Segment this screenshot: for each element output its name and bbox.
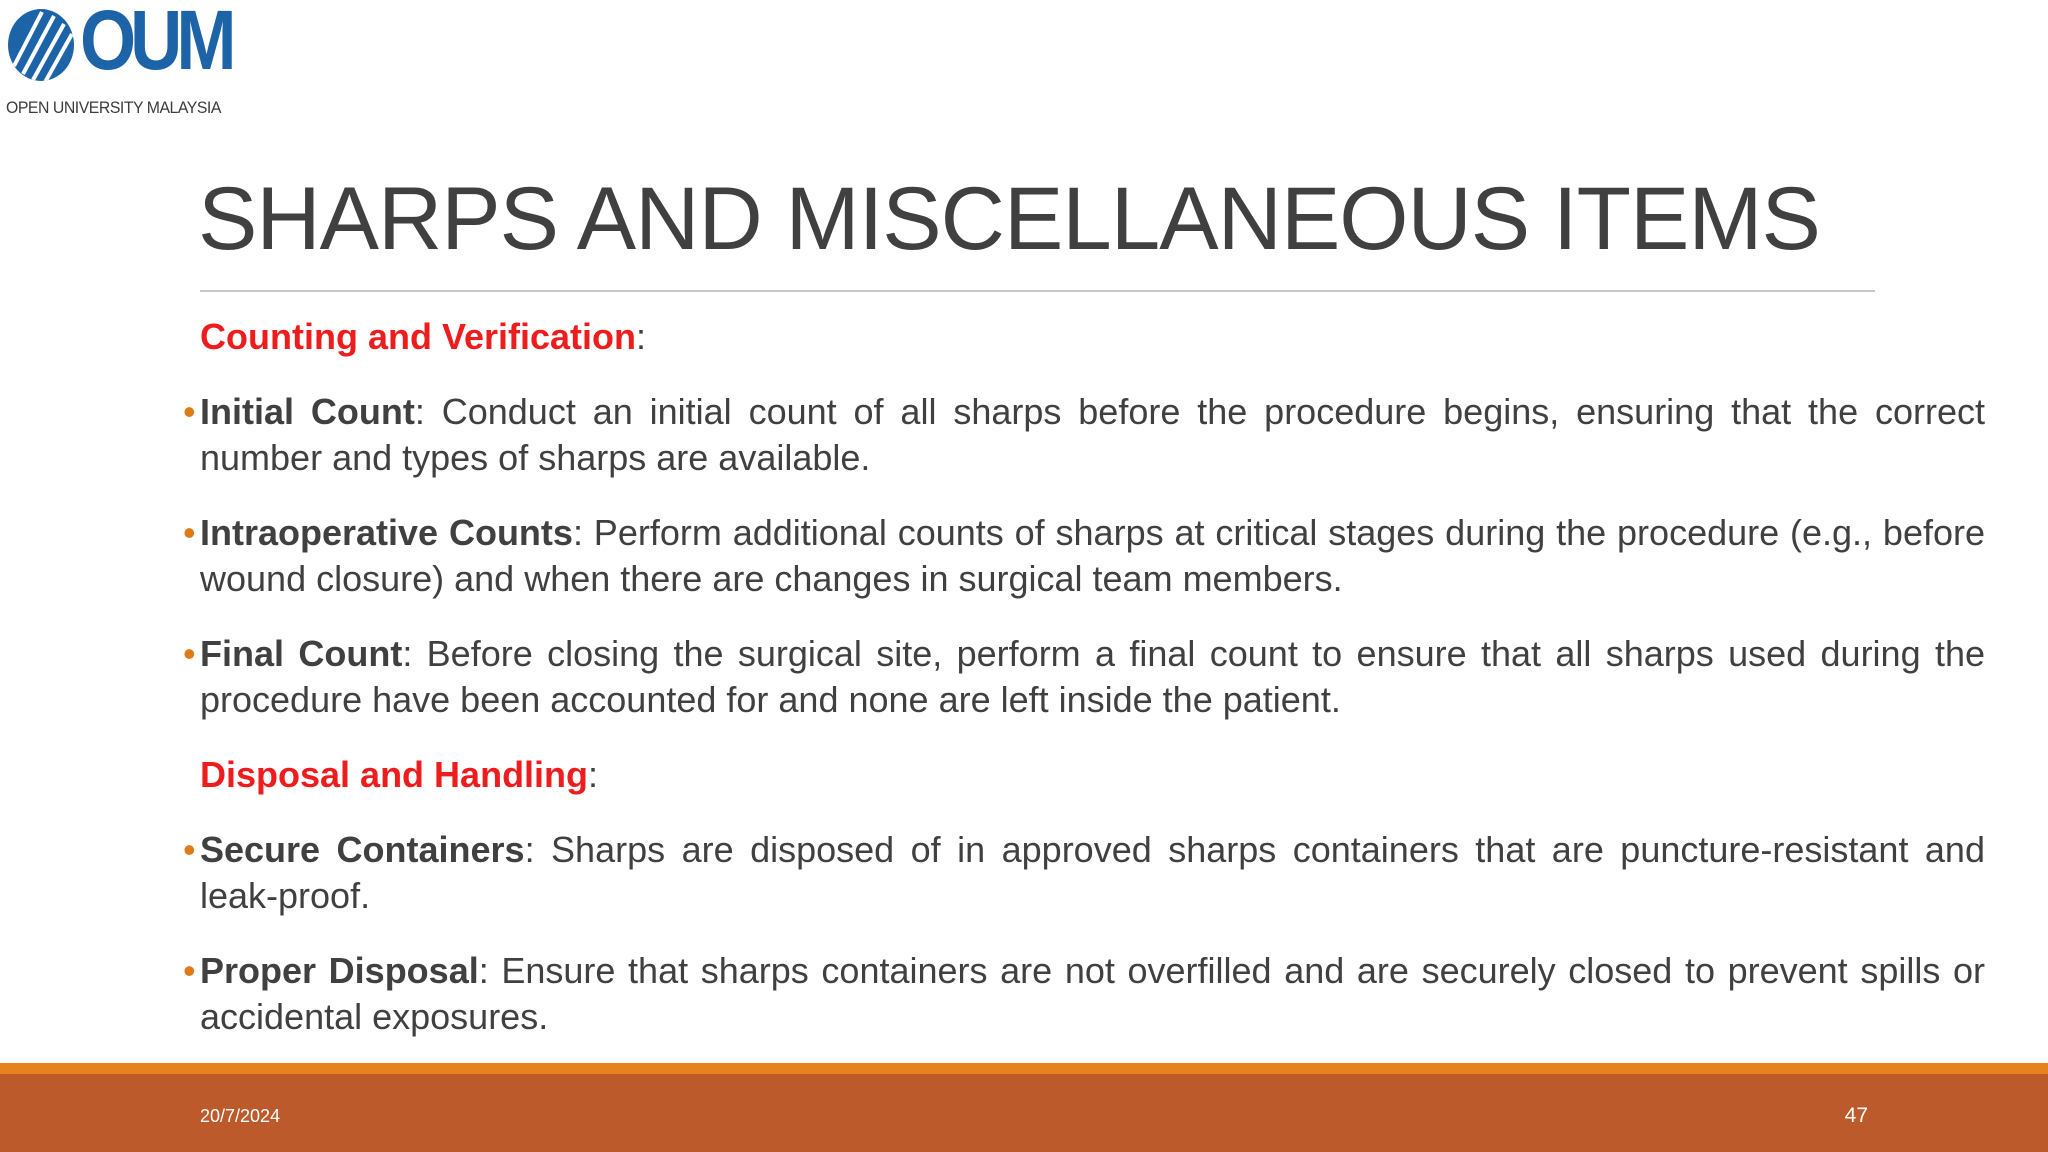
logo-tagline: OPEN UNIVERSITY MALAYSIA: [6, 98, 221, 117]
section-heading-label: Counting and Verification: [200, 316, 637, 357]
slide-title: SHARPS AND MISCELLANEOUS ITEMS: [198, 168, 1820, 268]
bullet-item: [183, 827, 1985, 919]
bullet-item: [183, 631, 1985, 723]
bullet-list: [183, 389, 1986, 723]
section-heading: [200, 752, 1985, 798]
bullet-text: : Ensure that sharps containers are not overfilled and are securely closed to prevent spills or accidental exposures.: [200, 950, 1985, 1037]
bullet-text: : Perform additional counts of sharps at critical stages during the procedure (e.g., before wound closure) and when there are changes in surgical team members.: [200, 512, 1986, 599]
bullet-icon: •: [183, 633, 196, 674]
bullet-icon: •: [183, 391, 196, 432]
heading-colon: :: [636, 316, 647, 357]
bullet-term: Initial Count: [200, 391, 415, 432]
bullet-term: Secure Containers: [200, 829, 525, 870]
title-divider: [200, 290, 1875, 292]
bullet-text: : Sharps are disposed of in approved sharps containers that are puncture-resistant and leak-proof.: [200, 829, 1985, 916]
bullet-icon: •: [183, 829, 196, 870]
footer-band: [0, 1074, 2048, 1152]
bullet-list: [183, 827, 1985, 1040]
footer-date: 20/7/2024: [200, 1106, 281, 1126]
logo-wordmark: OUM: [80, 0, 231, 87]
bullet-term: Proper Disposal: [200, 950, 479, 991]
bullet-item: [183, 948, 1985, 1040]
bullet-text: : Before closing the surgical site, perform a final count to ensure that all sharps used during the procedure have been accounted for and none are left inside the patient.: [200, 633, 1985, 720]
oum-globe-icon: [4, 4, 80, 84]
bullet-icon: •: [183, 512, 196, 553]
page-number: 47: [1844, 1104, 1868, 1127]
bullet-icon: •: [183, 950, 196, 991]
slide-content: [183, 314, 1986, 1069]
bullet-term: Final Count: [200, 633, 403, 674]
section-heading-label: Disposal and Handling: [200, 754, 589, 795]
footer-accent-stripe: [0, 1063, 2048, 1074]
bullet-text: : Conduct an initial count of all sharps before the procedure begins, ensuring that the correct number and types of sharps are available.: [200, 391, 1985, 478]
bullet-item: [183, 389, 1985, 481]
heading-colon: :: [588, 754, 599, 795]
section-heading: [200, 314, 1985, 360]
bullet-item: [183, 510, 1986, 602]
oum-logo: [4, 0, 234, 120]
bullet-term: Intraoperative Counts: [200, 512, 573, 553]
